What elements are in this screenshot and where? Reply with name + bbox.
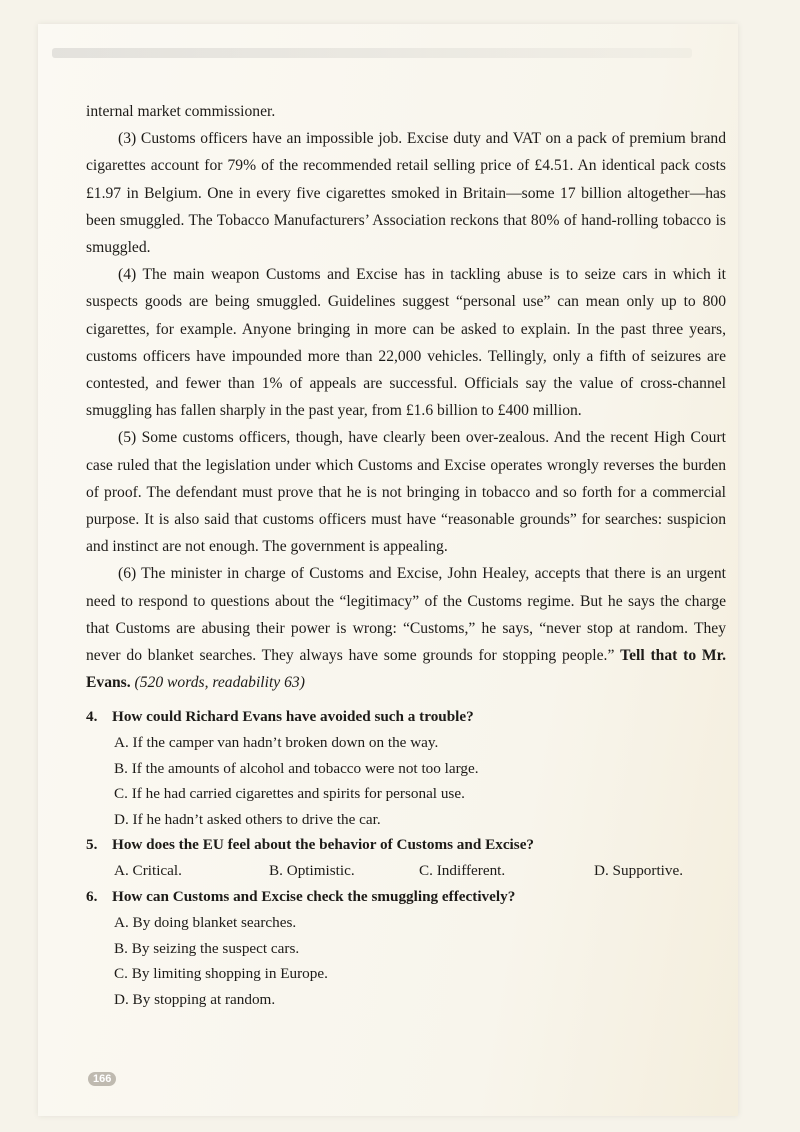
question-5 <box>86 832 706 884</box>
word-count-note: (520 words, readability 63) <box>134 674 305 692</box>
questions <box>86 704 706 1012</box>
question-stem: How does the EU feel about the behavior of Customs and Excise? <box>112 836 535 853</box>
faded-header <box>52 48 692 58</box>
option-a: A. By doing blanket searches. <box>114 914 297 931</box>
paragraph-5: (5) Some customs officers, though, have clearly been over-zealous. And the recent High Court case ruled that the legislation under which Customs and Excise operates wrongly reverses the burden of proof. The defendant must prove that he is not bringing in tobacco and so forth for a commercial purpose. It is also said that customs officers must have “reasonable grounds” for searches: suspicion and instinct are not enough. The government is appealing. <box>86 429 726 556</box>
question-4 <box>86 704 706 832</box>
paragraph-6 <box>86 560 726 696</box>
option-a: A. Critical. <box>114 862 182 879</box>
option-d: D. By stopping at random. <box>114 990 276 1008</box>
option-c: C. By limiting shopping in Europe. <box>114 965 328 982</box>
option-b: B. By seizing the suspect cars. <box>114 939 300 957</box>
carryover-line: internal market commissioner. <box>86 103 276 120</box>
paragraph-4: (4) The main weapon Customs and Excise has in tackling abuse is to seize cars in which it suspects goods are being smuggled. Guidelines suggest “personal use” can mean only up to 800 cigarettes, for example. Anyone bringing in more can be asked to explain. In the past three years, customs officers have impounded more than 22,000 vehicles. Tellingly, only a fifth of seizures are contested, and fewer than 1% of appeals are successful. Officials say the value of cross-channel smuggling has fallen sharply in the past year, from £1.6 billion to £400 million. <box>86 266 726 420</box>
paragraph-3: (3) Customs officers have an impossible job. Excise duty and VAT on a pack of premium brand cigarettes account for 79% of the recommended retail selling price of £4.51. An identical pack costs £1.97 in Belgium. One in every five cigarettes smoked in Britain—some 17 billion altogether—has been smuggled. The Tobacco Manufacturers’ Association reckons that 80% of hand-rolling tobacco is smuggled. <box>86 130 726 257</box>
option-d: D. If he hadn’t asked others to drive the car. <box>114 810 381 828</box>
option-d: D. Supportive. <box>594 862 684 879</box>
option-c: C. Indifferent. <box>419 862 506 879</box>
paragraph-6-text: (6) The minister in charge of Customs and Excise, John Healey, accepts that there is an urgent need to respond to questions about the “legitimacy” of the Customs regime. But he says the charge that Customs are abusing their power is wrong: “Customs,” he says, “never stop at random. They never do blanket searches. They always have some grounds for stopping people.” <box>86 565 726 665</box>
question-number: 5. <box>86 836 98 853</box>
question-number: 6. <box>86 888 98 905</box>
option-b: B. If the amounts of alcohol and tobacco were not too large. <box>114 759 479 777</box>
page-number: 166 <box>88 1072 116 1086</box>
passage <box>86 98 726 696</box>
option-c: C. If he had carried cigarettes and spirits for personal use. <box>114 785 465 802</box>
question-stem: How could Richard Evans have avoided such a trouble? <box>112 708 474 725</box>
question-stem: How can Customs and Excise check the smuggling effectively? <box>112 888 516 905</box>
option-a: A. If the camper van hadn’t broken down on the way. <box>114 734 439 751</box>
option-row <box>114 858 706 884</box>
question-number: 4. <box>86 708 98 725</box>
option-b: B. Optimistic. <box>269 862 355 879</box>
question-6 <box>86 884 706 1012</box>
closing-remark: Tell that to Mr. Evans. <box>86 647 727 692</box>
